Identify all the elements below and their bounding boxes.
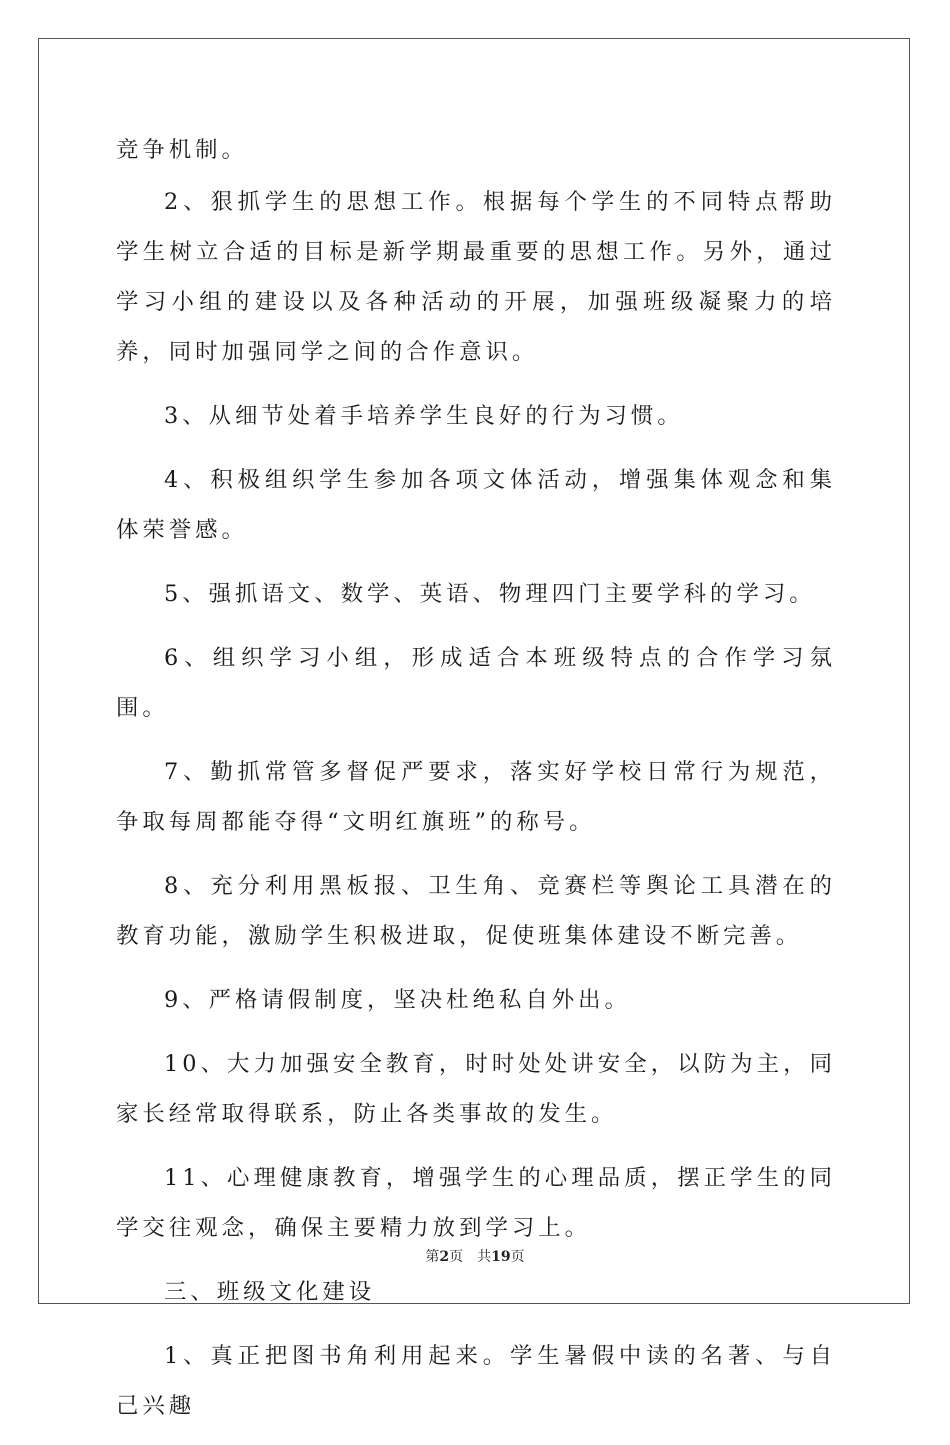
paragraph-section-item-1: 1、真正把图书角利用起来。学生暑假中读的名著、与自己兴趣 (116, 1343, 836, 1419)
paragraph-continuation: 竞争机制。 (116, 137, 248, 163)
page-prefix: 第 (425, 1249, 440, 1265)
total-prefix: 共 (477, 1249, 492, 1265)
paragraph-item-9: 9、严格请假制度，坚决杜绝私自外出。 (164, 987, 631, 1013)
total-pages: 19 (491, 1249, 511, 1265)
page-number: 2 (439, 1249, 450, 1265)
paragraph-item-7: 7、勤抓常管多督促严要求，落实好学校日常行为规范，争取每周都能夺得“文明红旗班”的称号。 (116, 759, 836, 835)
paragraph-item-6: 6、组织学习小组，形成适合本班级特点的合作学习氛围。 (116, 645, 836, 721)
paragraph-item-3: 3、从细节处着手培养学生良好的行为习惯。 (164, 403, 684, 429)
paragraph-item-8: 8、充分利用黑板报、卫生角、竞赛栏等舆论工具潜在的教育功能，激励学生积极进取，促使班集体建设不断完善。 (116, 873, 836, 949)
page-suffix: 页 (449, 1249, 464, 1265)
total-suffix: 页 (510, 1249, 525, 1265)
paragraph-item-2: 2、狠抓学生的思想工作。根据每个学生的不同特点帮助学生树立合适的目标是新学期最重要的思想工作。另外，通过学习小组的建设以及各种活动的开展，加强班级凝聚力的培养，同时加强同学之间的合作意识。 (116, 189, 836, 365)
section-heading: 三、班级文化建设 (164, 1279, 376, 1305)
page-footer (0, 1246, 950, 1266)
paragraph-item-4: 4、积极组织学生参加各项文体活动，增强集体观念和集体荣誉感。 (116, 467, 836, 543)
paragraph-item-5: 5、强抓语文、数学、英语、物理四门主要学科的学习。 (164, 581, 816, 607)
paragraph-item-11: 11、心理健康教育，增强学生的心理品质，摆正学生的同学交往观念，确保主要精力放到学习上。 (116, 1165, 836, 1241)
paragraph-item-10: 10、大力加强安全教育，时时处处讲安全，以防为主，同家长经常取得联系，防止各类事故的发生。 (116, 1051, 836, 1127)
